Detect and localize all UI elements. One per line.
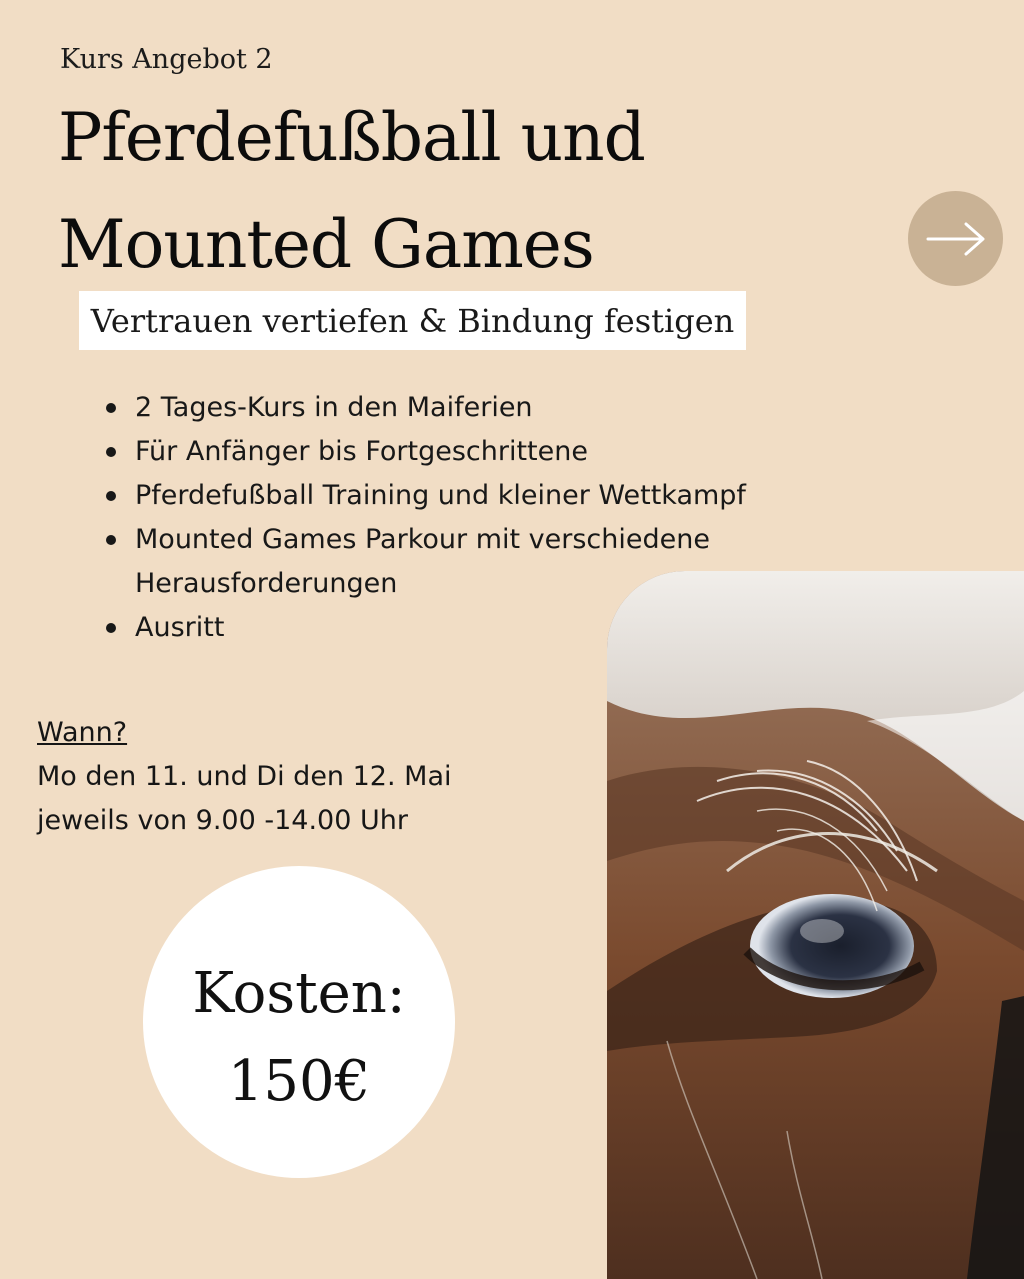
- subtitle-text: Vertrauen vertiefen & Bindung festigen: [90, 301, 735, 340]
- schedule-block: [37, 711, 557, 843]
- schedule-days: Mo den 11. und Di den 12. Mai: [37, 761, 452, 792]
- price-value: 150€: [227, 1049, 371, 1114]
- title-line-1: Pferdefußball und: [58, 99, 645, 176]
- feature-text: Für Anfänger bis Fortgeschrittene: [135, 436, 588, 467]
- horse-eye-photo: [607, 571, 1024, 1279]
- next-button[interactable]: [908, 191, 1003, 286]
- subtitle-banner: [79, 291, 746, 350]
- list-item: [106, 474, 786, 518]
- title-line-2: Mounted Games: [58, 206, 594, 283]
- bullet-dot-icon: [106, 491, 116, 501]
- schedule-label: Wann?: [37, 717, 128, 748]
- list-item: [106, 430, 786, 474]
- course-title: [58, 84, 818, 298]
- list-item: [106, 386, 786, 430]
- price-badge: [143, 866, 455, 1178]
- bullet-dot-icon: [106, 623, 116, 633]
- feature-text: Pferdefußball Training und kleiner Wettkampf: [135, 480, 746, 511]
- bullet-dot-icon: [106, 535, 116, 545]
- feature-text: Ausritt: [135, 612, 225, 643]
- bullet-dot-icon: [106, 447, 116, 457]
- arrow-right-icon: [926, 219, 986, 259]
- bullet-dot-icon: [106, 403, 116, 413]
- feature-text: 2 Tages-Kurs in den Maiferien: [135, 392, 533, 423]
- schedule-time: jeweils von 9.00 -14.00 Uhr: [37, 805, 408, 836]
- course-kicker: Kurs Angebot 2: [60, 44, 273, 75]
- price-label: Kosten:: [192, 961, 406, 1026]
- feature-text: Mounted Games Parkour mit verschiedene Herausforderungen: [135, 524, 710, 599]
